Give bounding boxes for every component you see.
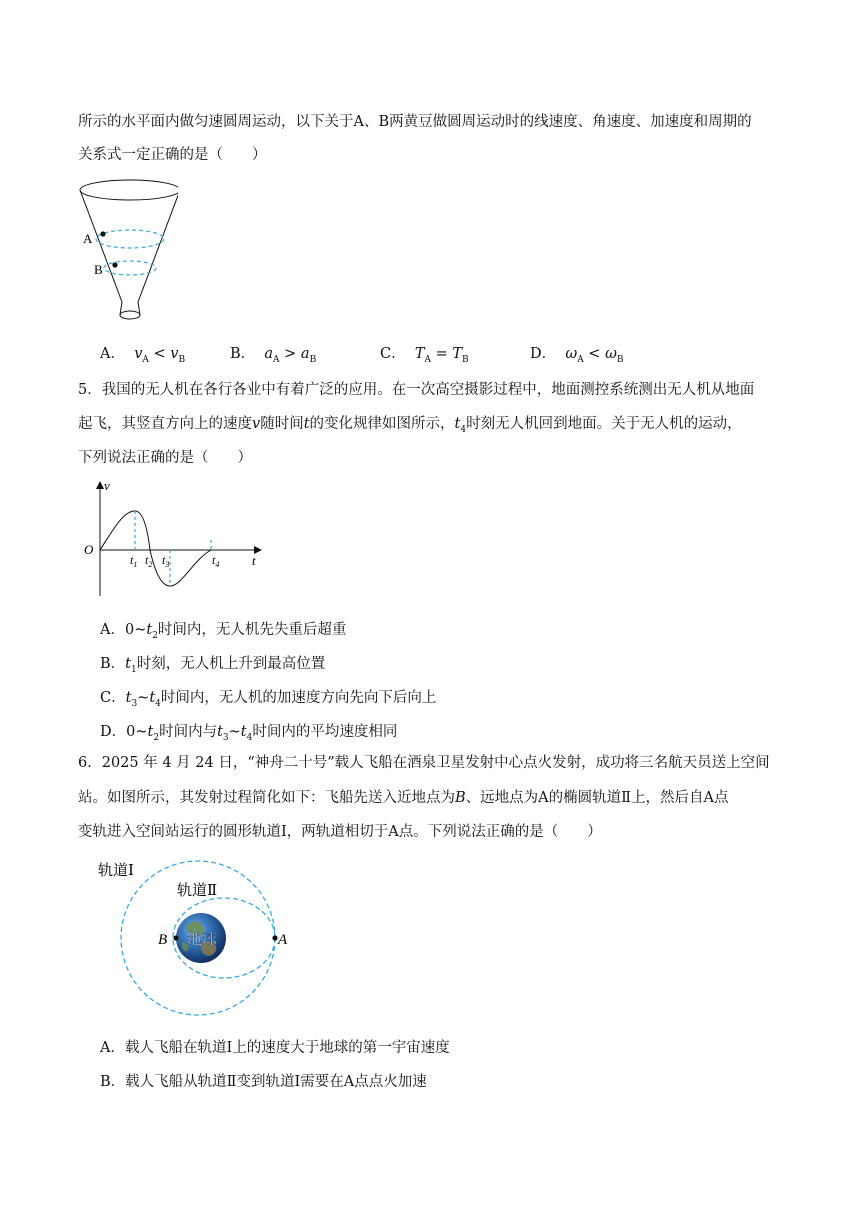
funnel-figure — [78, 178, 178, 326]
q4-text-line1: 所示的水平面内做匀速圆周运动，以下关于A、B两黄豆做圆周运动时的线速度、角速度、加速度和周期的 — [78, 114, 752, 130]
funnel-label-a: A — [83, 231, 93, 246]
q4-text-line2: 关系式一定正确的是（ ） — [78, 147, 267, 163]
q5-option-c: C．$t_3\sim t_4$时间内，无人机的加速度方向先向下后向上 — [100, 690, 437, 709]
q6-option-b: B．载人飞船从轨道Ⅱ变到轨道Ⅰ需要在A点点火加速 — [100, 1074, 427, 1090]
q6-text-line2: 站。如图所示，其发射过程简化如下：飞船先送入近地点为B、远地点为A的椭圆轨道Ⅱ上，然后自A点 — [78, 790, 729, 806]
q5-option-a: A．$0\sim t_2$时间内，无人机先失重后超重 — [100, 622, 347, 641]
earth-label: 地球 — [187, 932, 218, 948]
q5-text-line3: 下列说法正确的是（ ） — [78, 450, 252, 466]
q6-text-line3: 变轨进入空间站运行的圆形轨道Ⅰ，两轨道相切于A点。下列说法正确的是（ ） — [78, 824, 602, 840]
q5-option-b: B．$t_1$时刻，无人机上升到最高位置 — [100, 656, 326, 675]
graph-v-label: v — [104, 478, 110, 493]
q4-option-c: C． $T_A = T_B$ — [380, 346, 469, 365]
q5-text-line1: 5．我国的无人机在各行各业中有着广泛的应用。在一次高空摄影过程中，地面测控系统测出无人机从地面 — [78, 382, 755, 398]
q4-option-a: A． $v_A < v_B$ — [100, 346, 186, 365]
graph-t-label: t — [252, 553, 256, 568]
q5-option-d: D．$0\sim t_2$时间内与$t_3\sim t_4$时间内的平均速度相同 — [100, 724, 398, 743]
orbit-figure — [90, 855, 300, 1025]
orbit-one-label: 轨道Ⅰ — [98, 863, 134, 879]
graph-t3-label: $t_3$ — [162, 553, 170, 569]
point-a-label: A — [278, 932, 288, 948]
graph-origin-label: O — [84, 542, 94, 557]
q4-option-b: B． $a_A > a_B$ — [230, 346, 317, 365]
q6-text-line1: 6．2025 年 4 月 24 日，“神舟二十号”载人飞船在酒泉卫星发射中心点火发射，成功将三名航天员送上空间 — [78, 755, 770, 771]
q6-option-a: A．载人飞船在轨道Ⅰ上的速度大于地球的第一宇宙速度 — [100, 1040, 450, 1056]
orbit-two-label: 轨道Ⅱ — [177, 883, 218, 899]
funnel-label-b: B — [94, 262, 103, 277]
q5-text-line2: 起飞，其竖直方向上的速度v随时间t的变化规律如图所示，$t_4$时刻无人机回到地面。关于无人机的运动， — [78, 416, 742, 435]
point-b-label: B — [158, 932, 168, 948]
q4-option-d: D． $\omega_A < \omega_B$ — [530, 346, 624, 365]
graph-t4-label: $t_4$ — [212, 553, 220, 569]
velocity-time-graph — [78, 478, 268, 603]
graph-t2-label: $t_2$ — [145, 553, 153, 569]
graph-t1-label: $t_1$ — [130, 553, 138, 569]
